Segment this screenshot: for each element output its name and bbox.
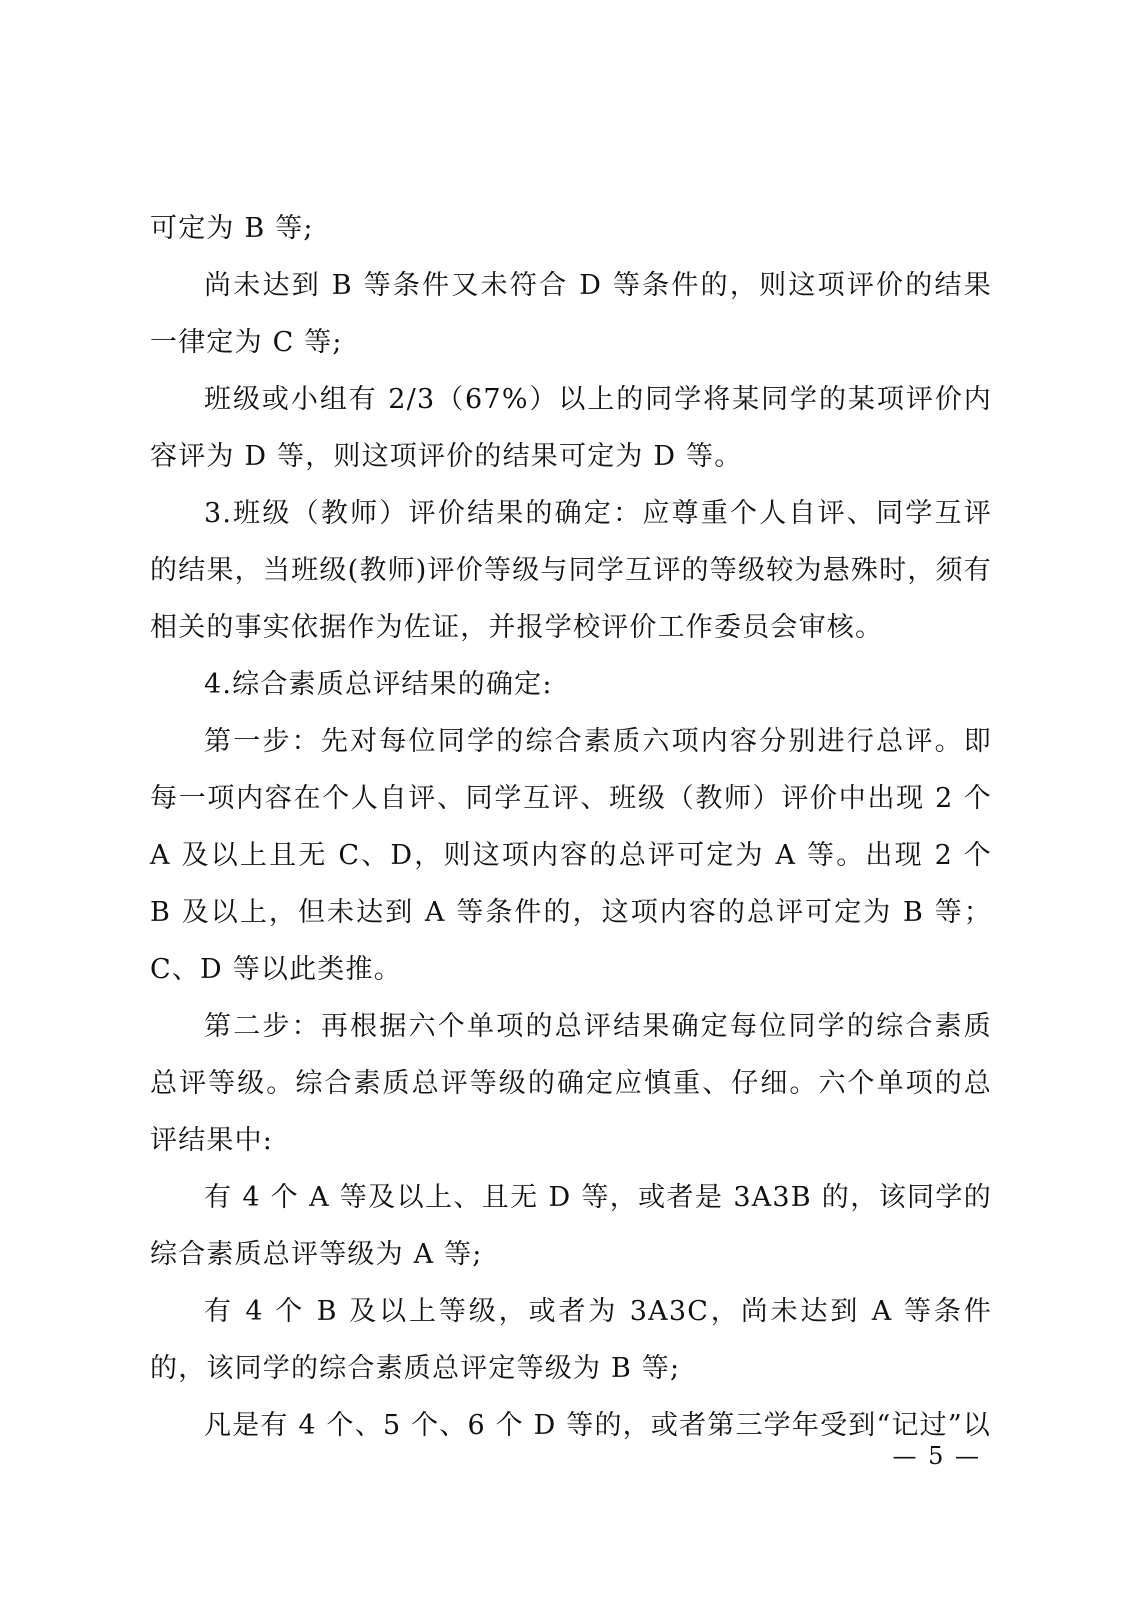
paragraph-7: 第二步：再根据六个单项的总评结果确定每位同学的综合素质总评等级。综合素质总评等级的确定应慎重、仔细。六个单项的总评结果中: bbox=[150, 1011, 992, 1156]
paragraph-6: 第一步：先对每位同学的综合素质六项内容分别进行总评。即每一项内容在个人自评、同学互评、班级（教师）评价中出现 2 个 A 及以上且无 C、D，则这项内容的总评可定为 A 等。出现 2 个 B 及以上，但未达到 A 等条件的，这项内容的总评可定为 B 等；C、D 等以此类推。 bbox=[150, 726, 992, 985]
page-number: — 5 — bbox=[892, 1442, 981, 1470]
paragraph-4: 3.班级（教师）评价结果的确定：应尊重个人自评、同学互评的结果，当班级(教师)评价等级与同学互评的等级较为悬殊时，须有相关的事实依据作为佐证，并报学校评价工作委员会审核。 bbox=[150, 498, 992, 643]
paragraph-5: 4.综合素质总评结果的确定: bbox=[204, 669, 553, 700]
paragraph-1: 可定为 B 等; bbox=[150, 213, 314, 244]
paragraph-10: 凡是有 4 个、5 个、6 个 D 等的，或者第三学年受到“记过”以 bbox=[204, 1410, 992, 1441]
paragraph-2: 尚未达到 B 等条件又未符合 D 等条件的，则这项评价的结果一律定为 C 等; bbox=[150, 270, 992, 358]
document-body bbox=[150, 200, 992, 1454]
paragraph-9: 有 4 个 B 及以上等级，或者为 3A3C，尚未达到 A 等条件的，该同学的综合素质总评定等级为 B 等; bbox=[150, 1296, 992, 1384]
paragraph-8: 有 4 个 A 等及以上、且无 D 等，或者是 3A3B 的，该同学的综合素质总评等级为 A 等; bbox=[150, 1182, 992, 1270]
paragraph-3: 班级或小组有 2/3（67%）以上的同学将某同学的某项评价内容评为 D 等，则这项评价的结果可定为 D 等。 bbox=[150, 384, 992, 472]
